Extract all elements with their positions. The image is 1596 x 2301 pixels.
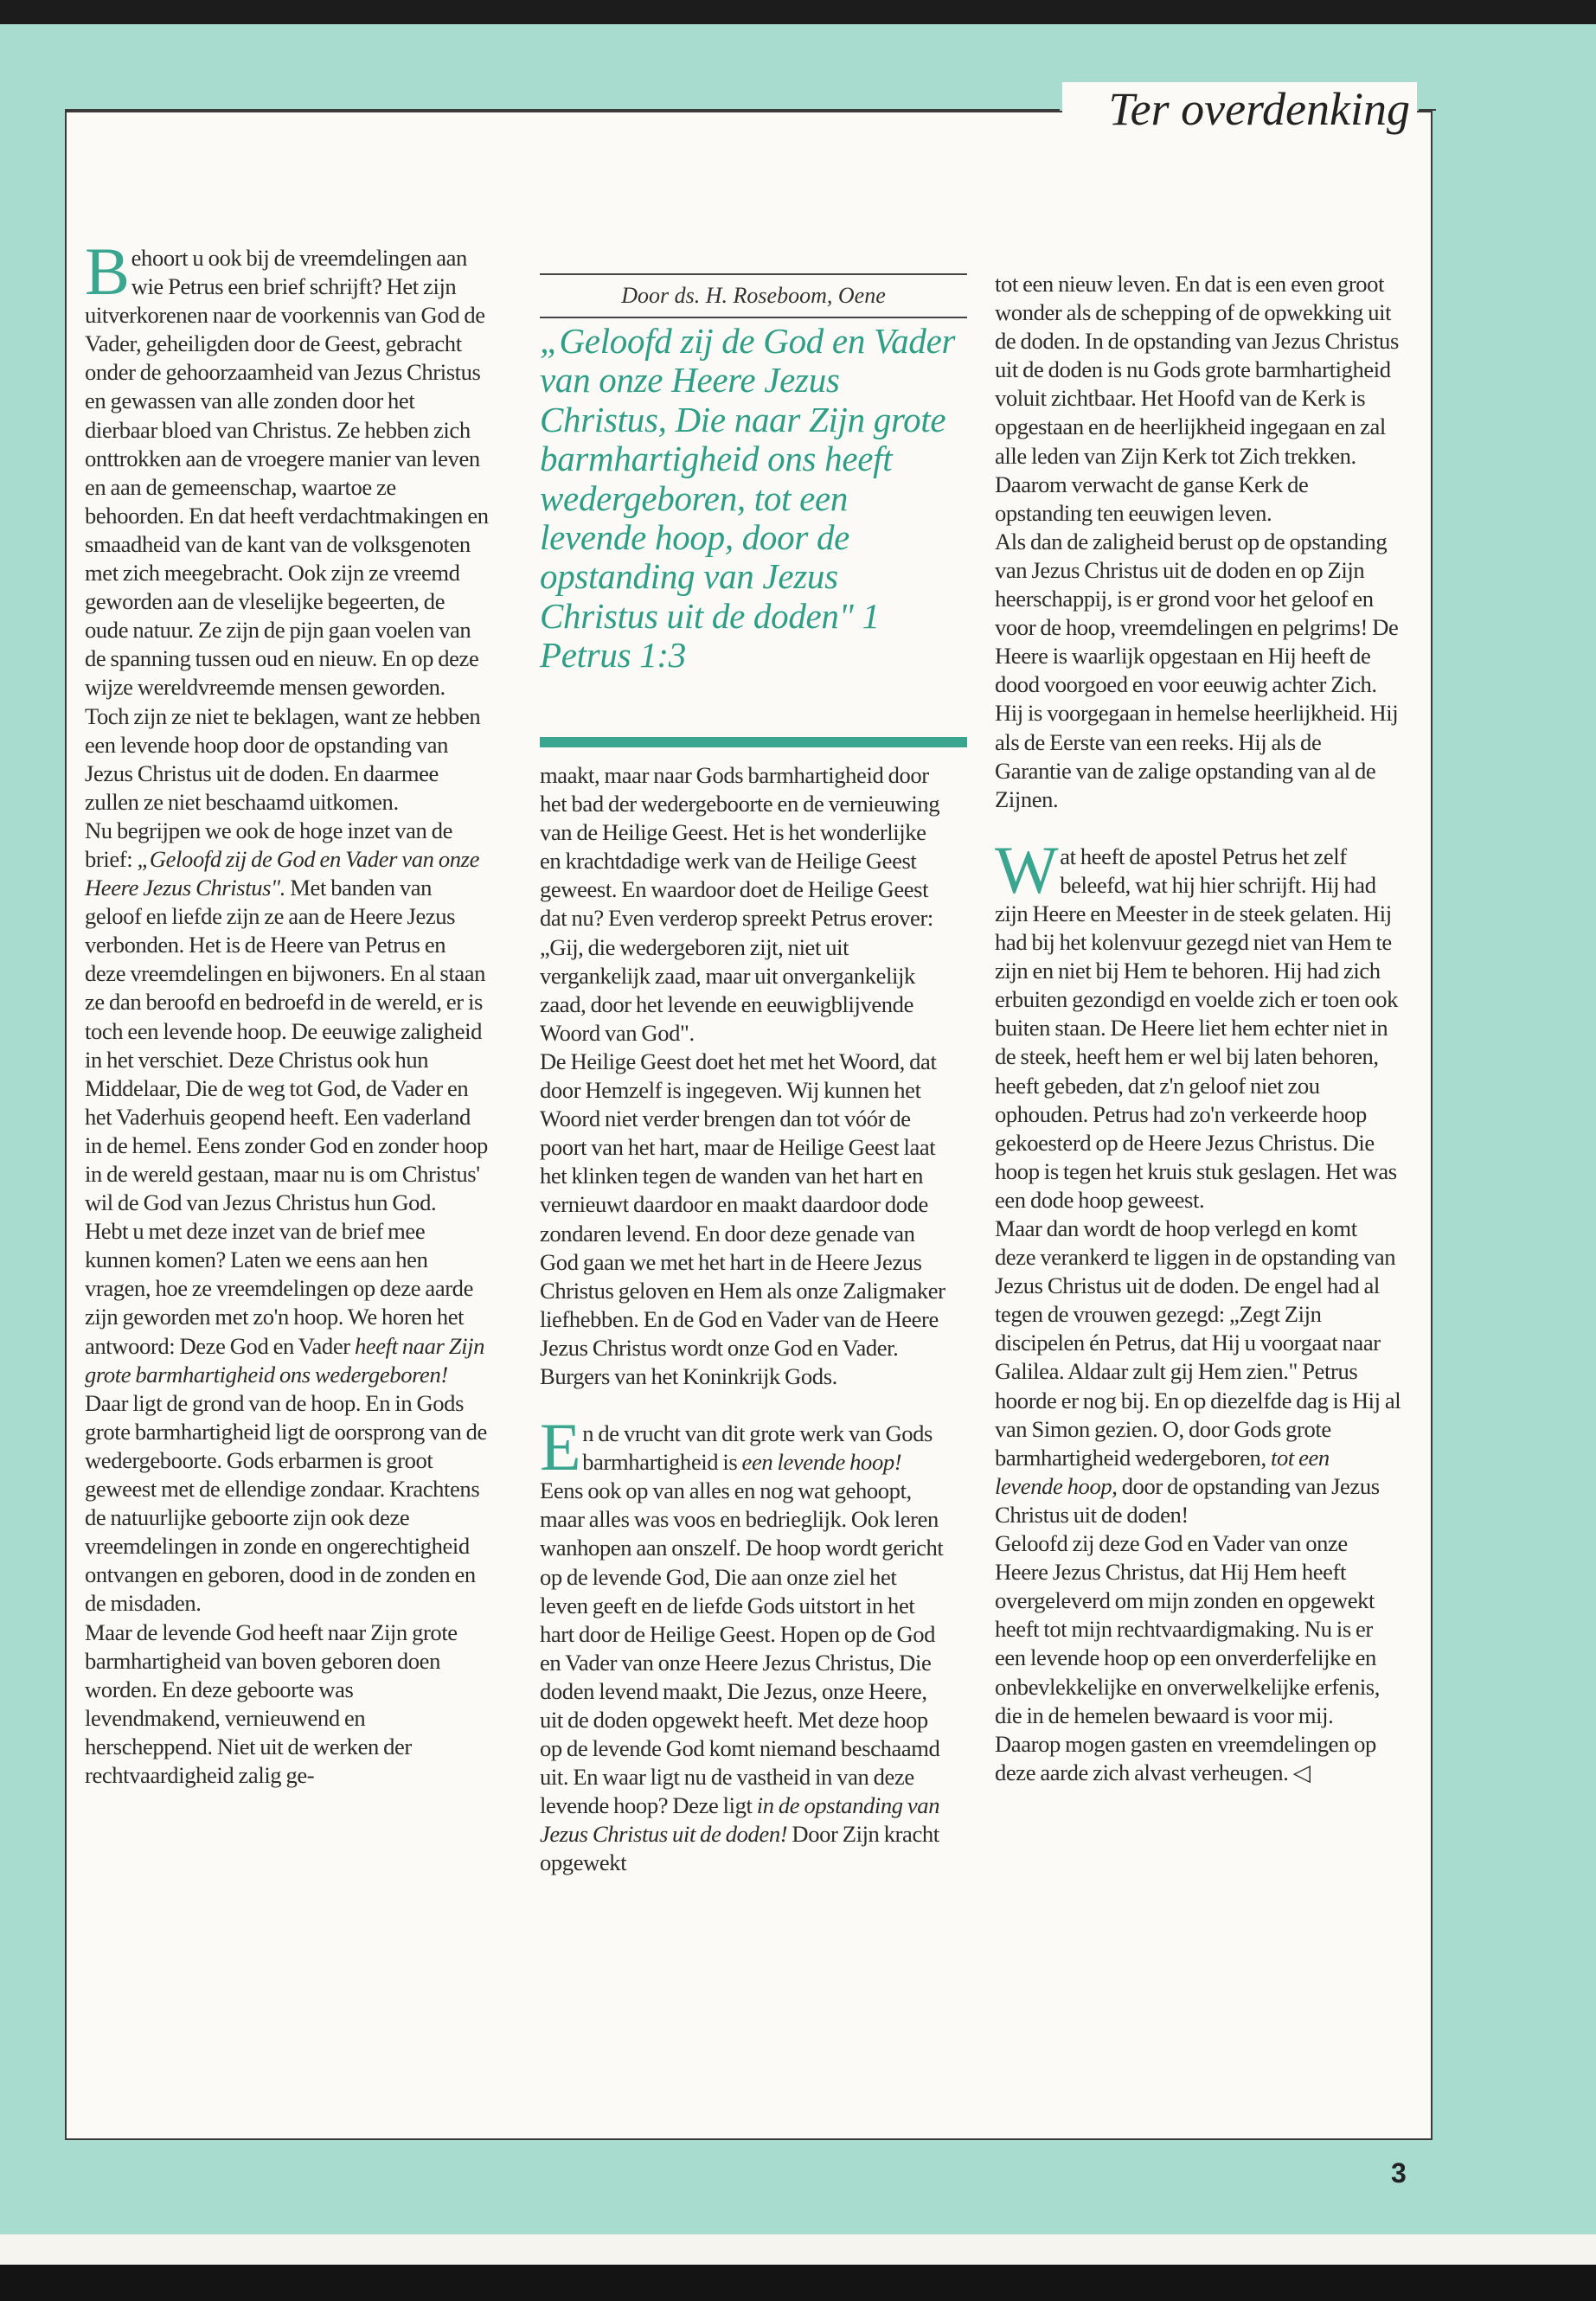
paragraph-text: door de opstanding van Jezus Christus uit de doden! bbox=[995, 1472, 1380, 1528]
pull-quote-bar bbox=[540, 737, 967, 747]
byline: Door ds. H. Roseboom, Oene bbox=[621, 283, 886, 308]
paragraph: maakt, maar naar Gods barmhartigheid door het bad der wedergeboorte en de vernieuwing van de Heilige Geest. Het is het wonderlijke en krachtdadige werk van de Heilige Geest geweest. En waardoor doet de Heilige Geest dat nu? Even verderop spreekt Petrus erover: „Gij, die wedergeboren zijt, niet uit vergankelijk zaad, maar uit onvergankelijk zaad, door het levende en eeuwigblijvende Woord van God". bbox=[540, 762, 940, 1046]
paragraph bbox=[85, 234, 490, 817]
paragraph: Maar de levende God heeft naar Zijn grote barmhartigheid van boven geboren doen worden. En deze geboorte was levendmakend, vernieuwend en herscheppend. Niet uit de werken der rechtvaardigheid zalig ge- bbox=[85, 1618, 458, 1788]
paragraph-text: Nu begrijpen we ook de hoge inzet van de brief: bbox=[85, 817, 452, 872]
paragraph-text: at heeft de apostel Petrus het zelf beleefd, wat hij hier schrijft. Hij had zijn Heere en Meester in de steek gelaten. Hij had bij het kolenvuur gezegd niet van Hem te zijn en niet bij Hem te behoren. Hij had zich erbuiten gezondigd en voelde zich er toen ook buiten staan. De Heere liet hem echter niet in de steek, heeft hem er wel bij laten behoren, heeft gebeden, dat z'n geloof niet zou ophouden. Petrus had zo'n verkeerde hoop gekoesterd op de Heere Jezus Christus. Die hoop is tegen het kruis stuk geslagen. Het was een dode hoop geweest. bbox=[995, 843, 1399, 1213]
paragraph bbox=[540, 1409, 946, 1878]
top-scan-border bbox=[0, 0, 1596, 24]
header-rule-tail bbox=[1419, 109, 1436, 111]
paragraph-text: ehoort u ook bij de vreemdelingen aan wie Petrus een brief schrijft? Het zijn uitverkorenen naar de voorkennis van God de Vader, geheiligden door de Geest, gebracht onder de gehoorzaamheid van Jezus Christus en gewassen van alle zonden door het dierbaar bloed van Christus. Ze hebben zich onttrokken aan de vroegere manier van leven en aan de gemeenschap, waartoe ze behoorden. En dat heeft verdachtmakingen en smaadheid van de kant van de volksgenoten met zich meegebracht. Ook zijn ze vreemd geworden aan de vleselijke begeerten, de oude natuur. Ze zijn de pijn gaan voelen van de spanning tussen oud en nieuw. En op deze wijze wereldvreemde mensen geworden. Toch zijn ze niet te beklagen, want ze hebben een levende hoop door de opstanding van Jezus Christus uit de doden. En daarmee zullen ze niet beschaamd uitkomen. bbox=[85, 245, 489, 815]
paragraph-text: Hebt u met deze inzet van de brief mee kunnen komen? Laten we eens aan hen vragen, hoe ze vreemdelingen op deze aarde zijn geworden met zo'n hoop. We horen het antwoord: Deze God en Vader bbox=[85, 1218, 473, 1359]
paragraph bbox=[85, 1217, 490, 1618]
article-column-1 bbox=[85, 234, 490, 1790]
paragraph-text: n de vrucht van dit grote werk van Gods barmhartigheid is bbox=[582, 1420, 933, 1476]
header-rule bbox=[65, 109, 1060, 111]
drop-cap: E bbox=[540, 1409, 581, 1485]
paragraph: Als dan de zaligheid berust op de opstanding van Jezus Christus uit de doden en op Zijn heerschappij, is er grond voor het geloof en voor de hoop, vreemdelingen en pelgrims! De Heere is waarlijk opgestaan en Hij heeft de dood voorgoed en voor eeuwig achter Zich. Hij is voorgegaan in hemelse heerlijkheid. Hij als de Eerste van een reeks. Hij als de Garantie van de zalige opstanding van al de Zijnen. bbox=[995, 528, 1399, 812]
paragraph bbox=[995, 1215, 1401, 1529]
drop-cap: B bbox=[85, 234, 130, 309]
paragraph: tot een nieuw leven. En dat is een even groot wonder als de schepping of de opwekking uit de doden. In de opstanding van Jezus Christus uit de doden is nu Gods grote barmhartigheid voluit zichtbaar. Het Hoofd van de Kerk is opgestaan en de heerlijkheid ingegaan en zal alle leden van Zijn Kerk tot Zich trekken. Daarom verwacht de ganse Kerk de opstanding ten eeuwigen leven. bbox=[995, 271, 1399, 526]
paragraph-text: Met banden van geloof en liefde zijn ze aan de Heere Jezus verbonden. Het is de Heere van Petrus en deze vreemdelingen en bijwoners. En al staan ze dan beroofd en bedroefd in de wereld, er is toch een levende hoop. De eeuwige zaligheid in het verschiet. Deze Christus ook hun Middelaar, Die de weg tot God, de Vader en het Vaderhuis geopend heeft. Een vaderland in de hemel. Eens zonder God en zonder hoop in de wereld gestaan, maar nu is om Christus' wil de God van Jezus Christus hun God. bbox=[85, 875, 488, 1216]
paragraph-text: Door Zijn kracht opgewekt bbox=[540, 1821, 939, 1876]
paragraph-text: Eens ook op van alles en nog wat gehoopt, maar alles was voos en bedrieglijk. Ook leren wanhopen aan onszelf. De hoop wordt gericht op de levende God, Die aan onze ziel het leven geeft en de liefde Gods uitstort in het hart door de Heilige Geest. Hopen op de God en Vader van onze Heere Jezus Christus, Die doden levend maakt, Die Jezus, onze Heere, uit de doden opgewekt heeft. Met deze hoop op de levende God komt niemand beschaamd uit. En waar ligt nu de vastheid in van deze levende hoop? Deze ligt bbox=[540, 1477, 944, 1819]
emphasis-text: een levende hoop! bbox=[741, 1449, 902, 1476]
byline-rule bbox=[540, 273, 967, 275]
emphasis-text: tot een levende hoop, bbox=[995, 1444, 1330, 1499]
section-title: Ter overdenking bbox=[1062, 82, 1417, 136]
paragraph-text: Daar ligt de grond van de hoop. En in Gods grote barmhartigheid ligt de oorsprong van de wedergeboorte. Gods erbarmen is groot geweest met de ellendige zondaar. Krachtens de natuurlijke geboorte zijn ook deze vreemdelingen in zonde en ongerechtigheid ontvangen en geboren, dood in de zonden en de misdaden. bbox=[85, 1389, 487, 1617]
byline-rule bbox=[540, 317, 967, 318]
paragraph-text: Maar dan wordt de hoop verlegd en komt deze verankerd te liggen in de opstanding van Jezus Christus uit de doden. De engel had al tegen de vrouwen gezegd: „Zegt Zijn discipelen én Petrus, dat Hij u voorgaat naar Galilea. Aldaar zult gij Hem zien." Petrus hoorde er nog bij. En op diezelfde dag is Hij al van Simon gezien. O, door Gods grote barmhartigheid wedergeboren, bbox=[995, 1215, 1401, 1471]
paragraph: Geloofd zij deze God en Vader van onze Heere Jezus Christus, dat Hij Hem heeft overgeleverd om mijn zonden en opgewekt heeft tot mijn rechtvaardigmaking. Nu is er een levende hoop op een onverderfelijke en onbevlekkelijke en onverwelkelijke erfenis, die in de hemelen bewaard is voor mij. Daarop mogen gasten en vreemdelingen op deze aarde zich alvast verheugen. ◁ bbox=[995, 1530, 1381, 1785]
paragraph bbox=[995, 831, 1401, 1215]
article-column-2 bbox=[540, 761, 946, 1878]
emphasis-text: heeft naar Zijn grote barmhartigheid ons wedergeboren! bbox=[85, 1332, 485, 1388]
quote-text: „Geloofd zij de God en Vader van onze Heere Jezus Christus". bbox=[85, 845, 479, 901]
drop-cap: W bbox=[995, 831, 1059, 907]
article-column-3 bbox=[995, 270, 1401, 1787]
paragraph: De Heilige Geest doet het met het Woord, dat door Hemzelf is ingegeven. Wij kunnen het Woord niet verder brengen dan tot vóór de poort van het hart, maar de Heilige Geest laat het klinken tegen de wanden van het hart en vernieuwt daardoor en maakt daardoor dode zondaren levend. En door deze genade van God gaan we met het hart in de Heere Jezus Christus geloven en Hem als onze Zaligmaker liefhebben. En de God en Vader van de Heere Jezus Christus wordt onze God en Vader. Burgers van het Koninkrijk Gods. bbox=[540, 1048, 945, 1389]
emphasis-text: in de opstanding van Jezus Christus uit de doden! bbox=[540, 1792, 940, 1848]
bottom-scan-border bbox=[0, 2265, 1596, 2301]
page-number: 3 bbox=[1391, 2157, 1407, 2189]
paragraph bbox=[85, 817, 490, 1217]
pull-quote: „Geloofd zij de God en Vader van onze Heere Jezus Christus, Die naar Zijn grote barmhartigheid ons heeft wedergeboren, tot een levende hoop, door de opstanding van Jezus Christus uit de doden" 1 Petrus 1:3 bbox=[540, 321, 956, 676]
